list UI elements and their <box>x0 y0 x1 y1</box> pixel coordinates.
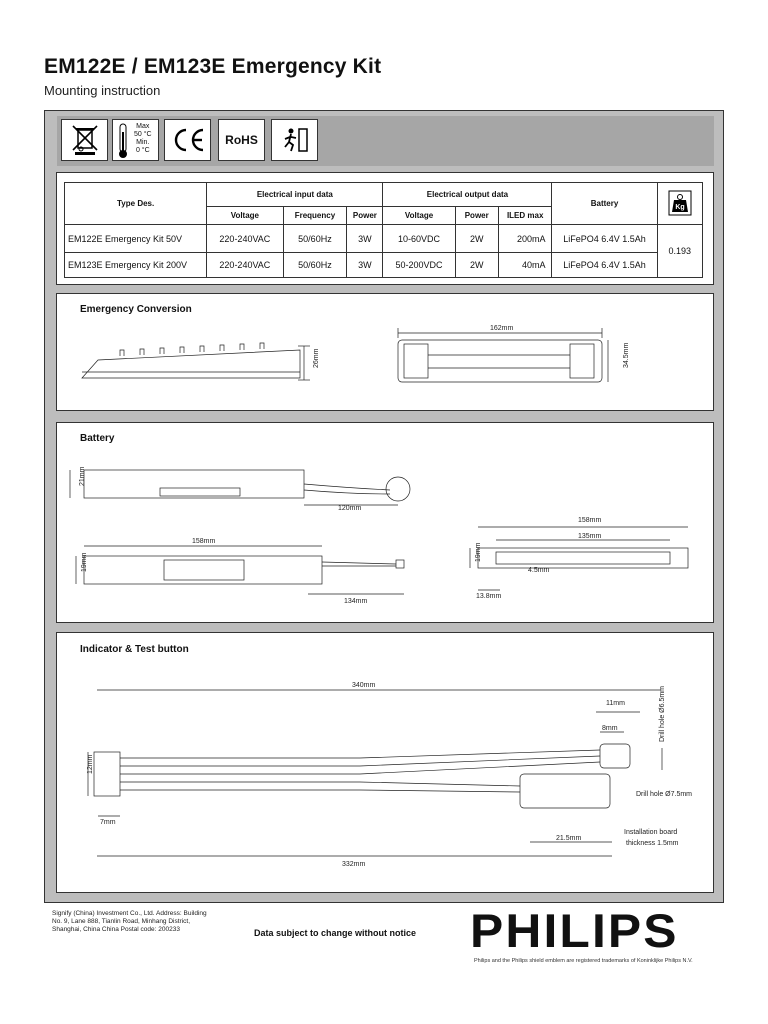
table-row: EM122E Emergency Kit 50V 220-240VAC 50/60Hz 3W 10-60VDC 2W 200mA LiFePO4 6.4V 1.5Ah 0.193 <box>65 225 703 253</box>
battery-title: Battery <box>80 433 115 444</box>
col-in-power: Power <box>347 207 383 225</box>
dim-162: 162mm <box>490 325 514 332</box>
dim-19b: 19mm <box>475 542 482 562</box>
change-notice: Data subject to change without notice <box>254 928 417 938</box>
dim-158a: 158mm <box>192 538 216 545</box>
battery-side-view <box>70 470 410 505</box>
col-frequency: Frequency <box>283 207 347 225</box>
dim-340: 340mm <box>352 682 376 689</box>
dim-7: 7mm <box>100 819 116 826</box>
battery-top-view <box>76 546 404 594</box>
dim-135: 135mm <box>578 533 602 540</box>
table-row: EM123E Emergency Kit 200V 220-240VAC 50/60Hz 3W 50-200VDC 2W 40mA LiFePO4 6.4V 1.5Ah <box>65 253 703 278</box>
dim-45: 4.5mm <box>528 567 550 574</box>
indicator-cable-drawing <box>88 690 662 856</box>
drill-75: Drill hole Ø7.5mm <box>636 791 693 798</box>
dim-21: 21mm <box>79 466 86 486</box>
dim-26: 26mm <box>313 348 320 368</box>
dim-120: 120mm <box>338 505 362 512</box>
board-label-2: thickness 1.5mm <box>626 840 679 847</box>
type-header: Type Des. <box>65 183 207 225</box>
drill-65: Drill hole Ø6.5mm <box>659 685 666 742</box>
dim-11: 11mm <box>606 700 625 707</box>
output-header: Electrical output data <box>383 183 552 207</box>
philips-logo: PHILIPS <box>470 904 679 957</box>
battery-header: Battery <box>552 183 657 225</box>
col-out-power: Power <box>455 207 498 225</box>
dim-158b: 158mm <box>578 517 602 524</box>
svg-text:Kg: Kg <box>675 203 685 211</box>
dim-215: 21.5mm <box>556 835 582 842</box>
indicator-title: Indicator & Test button <box>80 644 189 655</box>
temp-max-label: Max <box>136 123 150 130</box>
col-out-voltage: Voltage <box>383 207 455 225</box>
temp-min-value: 0 °C <box>135 147 150 154</box>
dim-332: 332mm <box>342 861 366 868</box>
weight-value: 0.193 <box>657 225 702 278</box>
dim-19a: 19mm <box>81 552 88 572</box>
input-header: Electrical input data <box>207 183 383 207</box>
col-iled: ILED max <box>498 207 552 225</box>
document-title: EM122E / EM123E Emergency Kit <box>44 55 382 78</box>
temp-min-label: Min. <box>136 139 150 146</box>
trademark-notice: Philips and the Philips shield emblem are registered trademarks of Koninklijke Philips N.V. <box>474 958 693 964</box>
board-label-1: Installation board <box>624 829 678 836</box>
dim-138: 13.8mm <box>476 593 502 600</box>
temp-max-value: 50 °C <box>134 131 152 138</box>
company-address: Signify (China) Investment Co., Ltd. Address: Building No. 9, Lane 888, Tianlin Road, Minhang District, Shanghai, China China Postal code: 200233 <box>52 910 207 933</box>
dim-134: 134mm <box>344 598 368 605</box>
col-in-voltage: Voltage <box>207 207 283 225</box>
converter-side-view <box>82 343 310 380</box>
conversion-title: Emergency Conversion <box>80 304 192 315</box>
rohs-label: RoHS <box>225 133 258 147</box>
dim-12: 12mm <box>87 754 94 774</box>
document-subtitle: Mounting instruction <box>44 83 161 98</box>
dim-345: 34.5mm <box>623 342 630 368</box>
converter-top-view <box>398 328 608 382</box>
dim-8: 8mm <box>602 725 618 732</box>
